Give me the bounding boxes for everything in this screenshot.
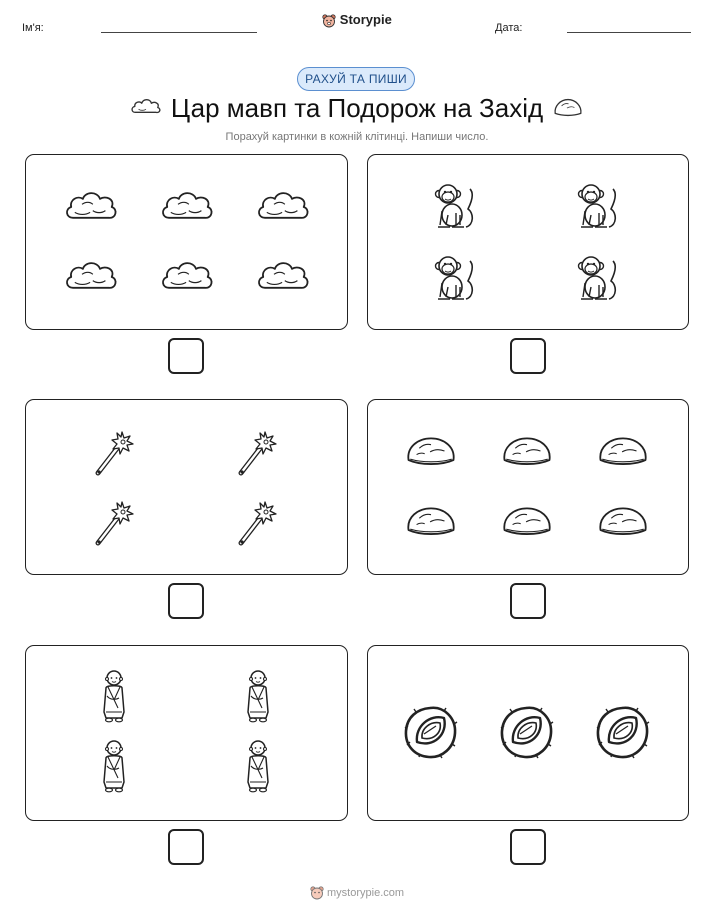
cloud-icon [160,187,214,227]
magic-staff-icon [235,496,281,548]
magic-staff-icon [235,426,281,478]
footer [0,886,714,900]
date-label: Дата: [495,22,523,34]
storypie-bear-icon [310,886,324,900]
storypie-bear-icon [322,14,336,28]
count-cell-monkeys [367,154,689,330]
magic-staff-icon [92,496,138,548]
name-label: Ім'я: [22,22,44,34]
answer-box[interactable] [168,829,204,865]
peach-icon [592,702,652,762]
cloud-icon [256,257,310,297]
stone-icon [596,432,650,470]
peach-icon [496,702,556,762]
monkey-icon [430,253,476,303]
answer-box[interactable] [510,583,546,619]
stone-icon [552,96,584,118]
stone-icon [500,432,554,470]
answer-box[interactable] [510,338,546,374]
monk-icon [242,738,274,794]
answer-box[interactable] [168,338,204,374]
monk-icon [98,668,130,724]
magic-staff-icon [92,426,138,478]
monk-icon [242,668,274,724]
monkey-icon [430,181,476,231]
count-cell-clouds [25,154,348,330]
brand-logo [0,12,714,28]
answer-box[interactable] [510,829,546,865]
page-title: Цар мавп та Подорож на Захід [170,93,544,123]
date-field[interactable] [567,32,691,33]
cloud-icon [64,257,118,297]
brand-name: Storypie [339,12,392,27]
activity-badge: РАХУЙ ТА ПИШИ [297,67,415,91]
name-field[interactable] [101,32,257,33]
monkey-icon [573,253,619,303]
stone-icon [596,502,650,540]
stone-icon [404,432,458,470]
peach-icon [400,702,460,762]
cloud-icon [160,257,214,297]
count-cell-stones [367,399,689,575]
monk-icon [98,738,130,794]
cloud-icon [256,187,310,227]
instructions: Порахуй картинки в кожній клітинці. Напиши число. [225,131,489,143]
footer-url: mystorypie.com [327,886,405,899]
cloud-icon [64,187,118,227]
stone-icon [500,502,554,540]
answer-box[interactable] [168,583,204,619]
count-cell-peaches [367,645,689,821]
count-cell-monks [25,645,348,821]
count-cell-staffs [25,399,348,575]
monkey-icon [573,181,619,231]
stone-icon [404,502,458,540]
